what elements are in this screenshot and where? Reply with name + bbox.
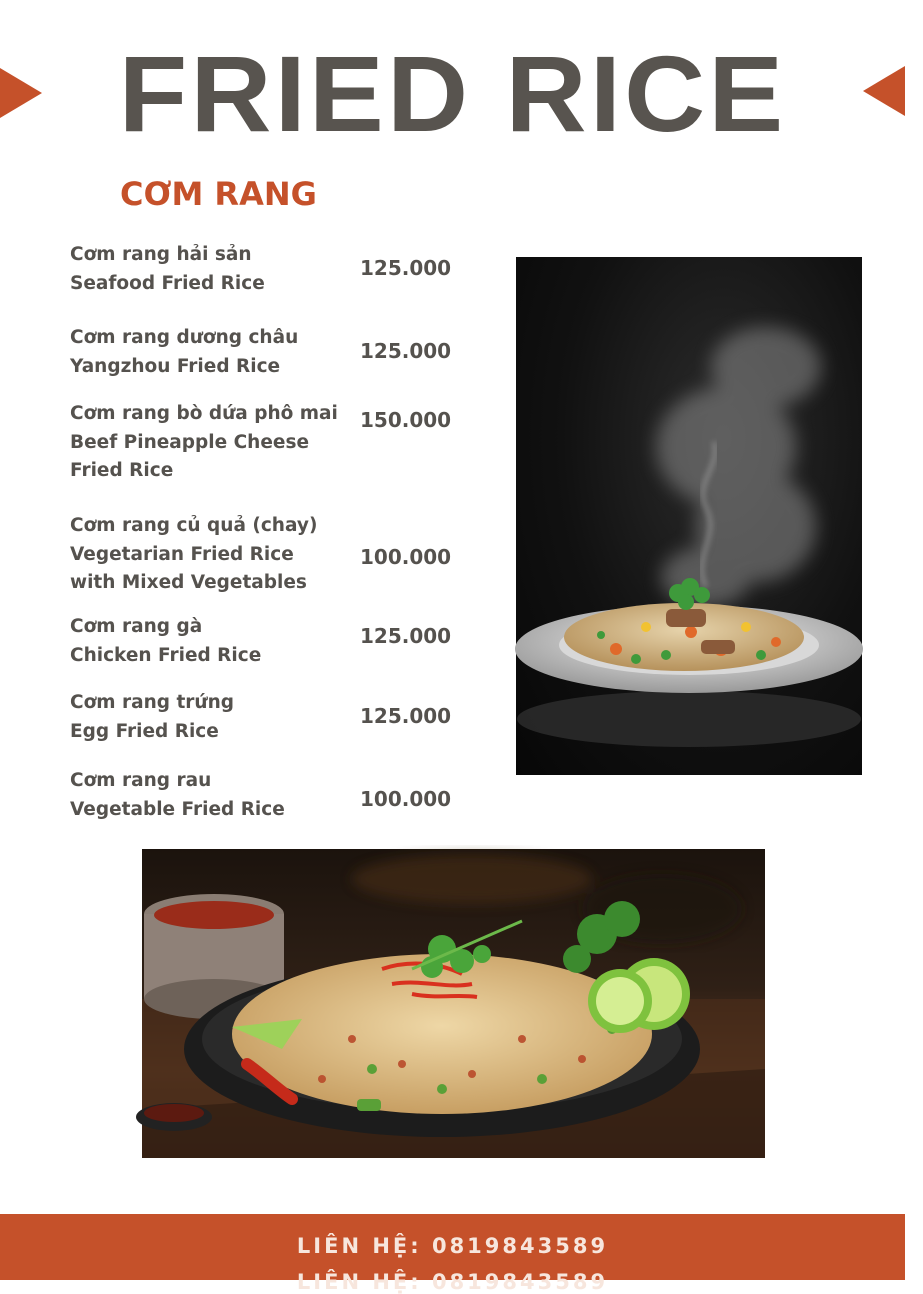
item-name-en: Seafood Fried Rice xyxy=(70,272,265,294)
contact-footer xyxy=(0,1214,905,1294)
menu-item-vegetable-fried-rice xyxy=(70,767,470,824)
item-name-vi: Cơm rang bò dứa phô mai xyxy=(70,403,338,424)
item-name-vi: Cơm rang dương châu xyxy=(70,327,299,348)
item-price: 125.000 xyxy=(360,339,452,363)
item-price: 150.000 xyxy=(360,408,452,432)
item-name-en: Egg Fried Rice xyxy=(70,720,219,742)
item-price: 100.000 xyxy=(360,545,452,569)
item-name-en: Chicken Fried Rice xyxy=(70,644,262,666)
item-price: 125.000 xyxy=(360,256,452,280)
item-price: 100.000 xyxy=(360,787,452,811)
menu-item-seafood-fried-rice xyxy=(70,241,470,298)
item-name-en: Beef Pineapple Cheese Fried Rice xyxy=(70,431,310,481)
menu-item-beef-pineapple-cheese-fried-rice xyxy=(70,400,452,486)
item-name-vi: Cơm rang rau xyxy=(70,770,212,791)
section-subtitle: CƠM RANG xyxy=(120,175,317,213)
menu-item-vegetarian-fried-rice xyxy=(70,512,452,598)
item-name-vi: Cơm rang củ quả (chay) xyxy=(70,515,318,536)
menu-item-chicken-fried-rice xyxy=(70,613,470,670)
item-name-en: Vegetarian Fried Rice with Mixed Vegetables xyxy=(70,543,307,593)
page-title: FRIED RICE xyxy=(118,33,787,154)
contact-phone: LIÊN HỆ: 0819843589 xyxy=(296,1234,609,1258)
item-price: 125.000 xyxy=(360,624,452,648)
menu-item-egg-fried-rice xyxy=(70,689,470,746)
item-name-vi: Cơm rang hải sản xyxy=(70,244,252,265)
fried-rice-photo-steam xyxy=(516,257,862,775)
item-name-en: Vegetable Fried Rice xyxy=(70,798,285,820)
item-name-vi: Cơm rang gà xyxy=(70,616,203,637)
item-price: 125.000 xyxy=(360,704,452,728)
menu-item-yangzhou-fried-rice xyxy=(70,324,470,381)
fried-rice-photo-bowl xyxy=(142,849,765,1158)
contact-phone-repeat: LIÊN HỆ: 0819843589 xyxy=(296,1270,609,1294)
item-name-en: Yangzhou Fried Rice xyxy=(70,355,281,377)
item-name-vi: Cơm rang trứng xyxy=(70,692,235,713)
